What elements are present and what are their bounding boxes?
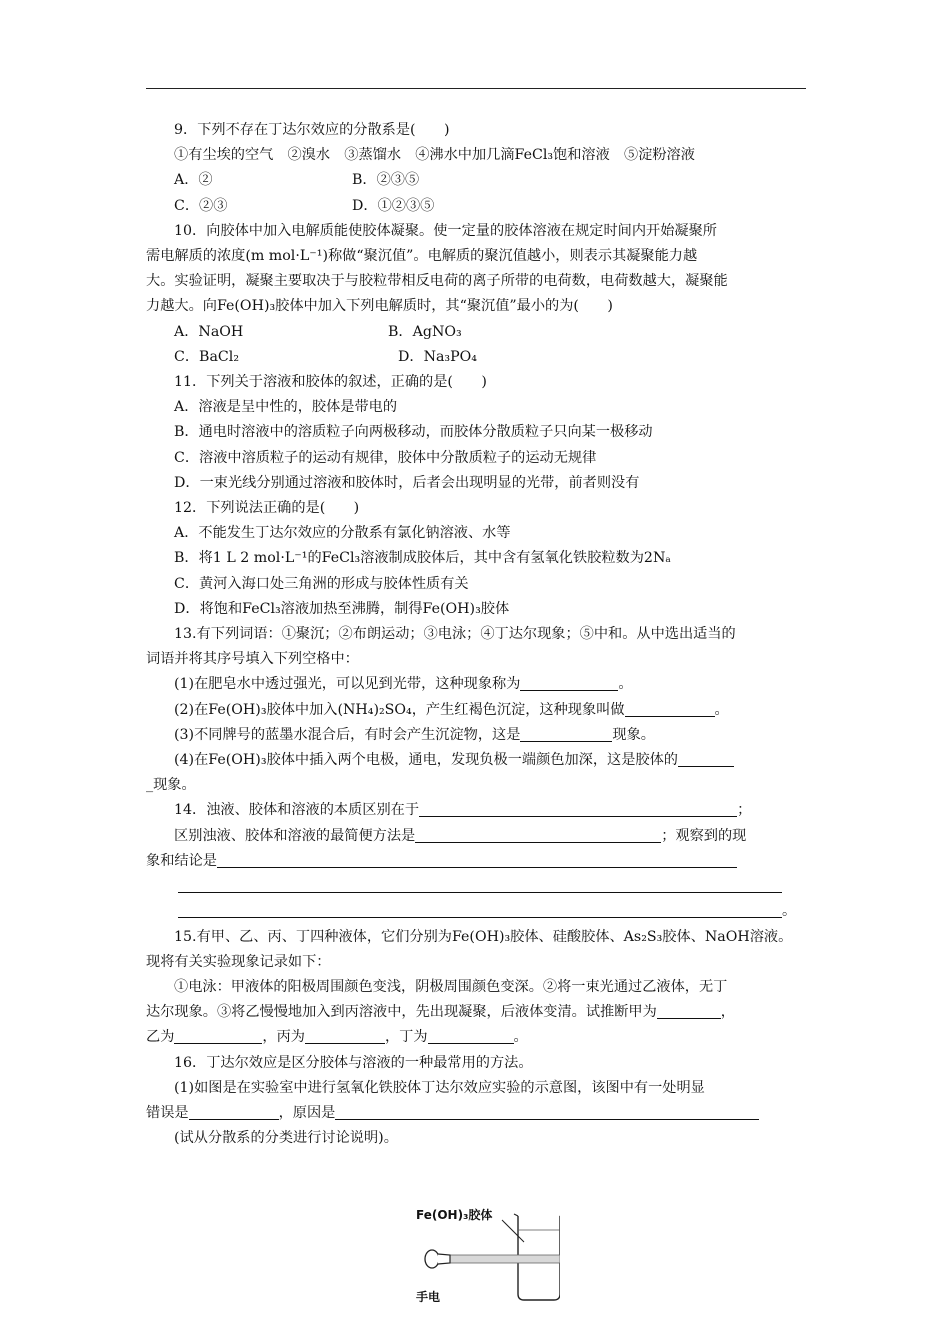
q13-blank-3[interactable]: [520, 725, 612, 742]
q14-blank-5[interactable]: [178, 901, 782, 918]
q15-label-bing: ，丙为: [262, 1029, 305, 1046]
q13-sub-3-tail: 现象。: [612, 726, 655, 743]
q15-blank-yi[interactable]: [174, 1027, 262, 1044]
q16-label-reason: ，原因是: [278, 1104, 336, 1121]
figure-label-colloid: Fe(OH)₃胶体: [416, 1208, 493, 1222]
q13-sub-1-period: 。: [618, 676, 633, 693]
figure-label-flashlight: 手电: [416, 1290, 441, 1304]
q12-option-b: B．将1 L 2 mol·L⁻¹的FeCl₃溶液制成胶体后，其中含有氢氧化铁胶粒数为2Nₐ: [174, 550, 671, 567]
q16-line-1: (1)如图是在实验室中进行氢氧化铁胶体丁达尔效应实验的示意图，该图中有一处明显: [174, 1079, 705, 1096]
q10-option-b: B．AgNO₃: [388, 323, 462, 340]
q9-option-b: B．②③⑤: [352, 172, 420, 189]
q13-blank-4[interactable]: [678, 750, 734, 767]
q10-line-2: 需电解质的浓度(m mol·L⁻¹)称做“聚沉值”。电解质的聚沉值越小，则表示其凝聚能力越: [146, 248, 698, 265]
q12-option-d: D．将饱和FeCl₃溶液加热至沸腾，制得Fe(OH)₃胶体: [174, 600, 510, 617]
flashlight-icon: [425, 1250, 439, 1268]
q14-line-4: [146, 874, 810, 899]
q16-label-error: 错误是: [146, 1104, 189, 1121]
q15-line-3: ①电泳：甲液体的阳极周围颜色变浅，阴极周围颜色变深。②将一束光通过乙液体，无丁: [174, 978, 728, 995]
q16-line-2: [146, 1101, 810, 1126]
q14-line-2-tail: ；观察到的现: [661, 827, 747, 844]
q9-option-d: D．①②③⑤: [352, 197, 435, 214]
pointer-line: [502, 1220, 524, 1242]
figure-drawing: [410, 1208, 560, 1308]
q10-option-d: D．Na₃PO₄: [398, 348, 477, 365]
q10-option-c: C．BaCl₂: [174, 348, 240, 365]
q13-line-2: 词语并将其序号填入下列空格中：: [146, 651, 359, 668]
q10-option-a: A．NaOH: [174, 323, 244, 340]
q10-options-ab: [146, 320, 810, 345]
q13-sub-2: [146, 698, 810, 723]
q13-blank-2[interactable]: [625, 700, 715, 717]
q15-period: 。: [513, 1029, 528, 1046]
header-rule: [146, 88, 806, 89]
q16-blank-reason[interactable]: [335, 1103, 759, 1120]
light-beam: [450, 1255, 560, 1263]
q10-line-1: 10．向胶体中加入电解质能使胶体凝聚。使一定量的胶体溶液在规定时间内开始凝聚所: [174, 222, 717, 239]
q13-sub-4-text: (4)在Fe(OH)₃胶体中插入两个电极，通电，发现负极一端颜色加深，这是胶体的: [174, 752, 678, 769]
q9-options-cd: [146, 194, 810, 219]
q14-line-3-text: 象和结论是: [146, 852, 217, 869]
q16-line-3: (试从分散系的分类进行讨论说明)。: [174, 1130, 398, 1147]
q14-period: 。: [782, 903, 797, 920]
q13-sub-3: [146, 723, 810, 748]
q14-line-1-text: 14．浊液、胶体和溶液的本质区别在于: [174, 802, 420, 819]
q15-comma: ，: [720, 1004, 735, 1021]
q15-label-ding: ，丁为: [384, 1029, 428, 1046]
q10-line-3: 大。实验证明，凝聚主要取决于与胶粒带相反电荷的离子所带的电荷数，电荷数越大，凝聚能: [146, 273, 728, 290]
q13-sub-3-text: (3)不同牌号的蓝墨水混合后，有时会产生沉淀物，这是: [174, 726, 521, 743]
q14-blank-2[interactable]: [415, 826, 661, 843]
q15-blank-ding[interactable]: [428, 1027, 514, 1044]
q11-option-b: B．通电时溶液中的溶质粒子向两极移动，而胶体分散质粒子只向某一极移动: [174, 424, 653, 441]
q11-stem: 11．下列关于溶液和胶体的叙述，正确的是( ): [174, 374, 487, 391]
q11-option-c: C．溶液中溶质粒子的运动有规律，胶体中分散质粒子的运动无规律: [174, 449, 597, 466]
page-content: [146, 118, 810, 1151]
q15-line-5: [146, 1025, 810, 1050]
q14-blank-3[interactable]: [217, 851, 737, 868]
q9-options-ab: [146, 168, 810, 193]
q13-sub-1: [146, 672, 810, 697]
q14-line-5: [146, 899, 810, 924]
q13-line-1: 13.有下列词语：①聚沉；②布朗运动；③电泳；④丁达尔现象；⑤中和。从中选出适当的: [174, 626, 736, 643]
q13-sub-4-cont: [146, 773, 810, 798]
q11-option-d: D．一束光线分别通过溶液和胶体时，后者会出现明显的光带，前者则没有: [174, 474, 640, 491]
q12-option-a: A．不能发生丁达尔效应的分散系有氯化钠溶液、水等: [174, 525, 511, 542]
q15-line-2: 现将有关实验现象记录如下：: [146, 953, 331, 970]
q15-blank-jia[interactable]: [657, 1002, 721, 1019]
q12-stem: 12．下列说法正确的是( ): [174, 500, 360, 517]
q15-line-4-text: 达尔现象。③将乙慢慢地加入到丙溶液中，先出现凝聚，后液体变清。试推断甲为: [146, 1004, 657, 1021]
tyndall-experiment-figure: [410, 1208, 560, 1308]
q14-line-2: [146, 824, 810, 849]
q14-blank-1[interactable]: [419, 800, 737, 817]
q14-semicolon: ；: [737, 802, 752, 819]
q14-line-1: [146, 798, 810, 823]
q14-line-2-text: 区别浊液、胶体和溶液的最简便方法是: [174, 827, 416, 844]
q13-sub-4-tail: 现象。: [153, 777, 196, 794]
q15-label-yi: 乙为: [146, 1029, 175, 1046]
q13-sub-4: [146, 748, 810, 773]
q14-blank-4[interactable]: [178, 876, 782, 893]
q15-blank-bing[interactable]: [305, 1027, 385, 1044]
q12-option-c: C．黄河入海口处三角洲的形成与胶体性质有关: [174, 575, 469, 592]
q15-line-4: [146, 1000, 810, 1025]
q9-items: ①有尘埃的空气 ②溴水 ③蒸馏水 ④沸水中加几滴FeCl₃饱和溶液 ⑤淀粉溶液: [174, 147, 695, 164]
q10-line-4: 力越大。向Fe(OH)₃胶体中加入下列电解质时，其“聚沉值”最小的为( ): [146, 298, 613, 315]
q11-option-a: A．溶液是呈中性的，胶体是带电的: [174, 399, 398, 416]
q16-stem: 16．丁达尔效应是区分胶体与溶液的一种最常用的方法。: [174, 1054, 533, 1071]
q9-option-a: A．②: [174, 172, 213, 189]
q9-stem: 9．下列不存在丁达尔效应的分散系是( ): [174, 122, 450, 138]
q15-line-1: 15.有甲、乙、丙、丁四种液体，它们分别为Fe(OH)₃胶体、硅酸胶体、As₂S₃胶体、NaOH溶液。: [174, 928, 793, 945]
q13-sub-2-text: (2)在Fe(OH)₃胶体中加入(NH₄)₂SO₄，产生红褐色沉淀，这种现象叫做: [174, 701, 625, 718]
q16-blank-error[interactable]: [189, 1103, 279, 1120]
q9-option-c: C．②③: [174, 197, 228, 214]
q13-sub-1-text: (1)在肥皂水中透过强光，可以见到光带，这种现象称为: [174, 676, 521, 693]
q10-options-cd: [146, 345, 810, 370]
q13-sub-4-underscore: _: [146, 777, 154, 794]
q13-blank-1[interactable]: [520, 674, 618, 691]
q13-sub-2-period: 。: [714, 701, 729, 718]
q14-line-3: [146, 849, 810, 874]
